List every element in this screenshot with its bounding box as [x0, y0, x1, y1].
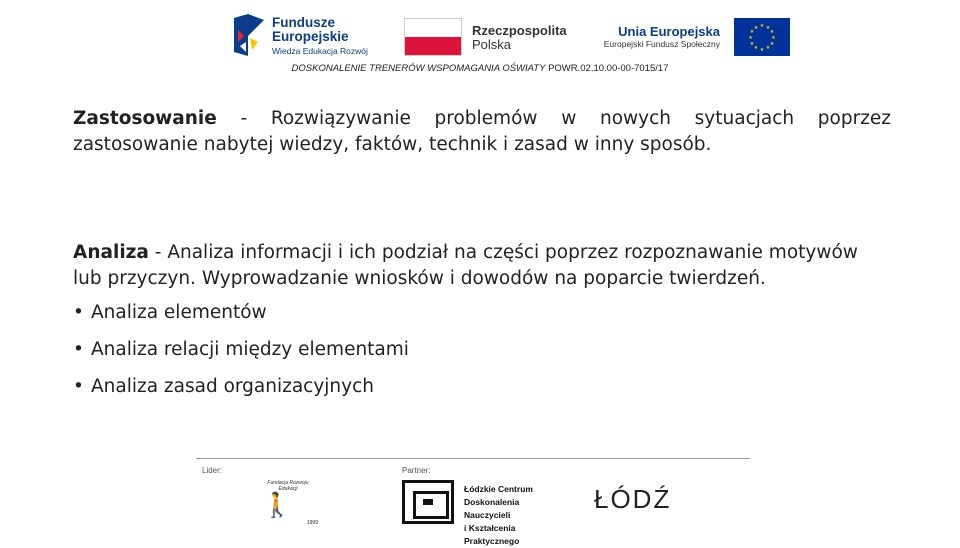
fundusze-europejskie-logo: [232, 12, 376, 60]
fe-logo-subtitle: Wiedza Edukacja Rozwój: [272, 46, 368, 56]
svg-text:★: ★: [759, 47, 765, 53]
ldzn-logo: [402, 480, 562, 546]
fe-logo-text: Fundusze Europejskie: [272, 15, 349, 44]
paragraph-analiza: [73, 240, 891, 292]
svg-text:★: ★: [759, 23, 765, 29]
bullet-list: [73, 300, 409, 411]
term-zastosowanie: Zastosowanie: [73, 108, 217, 129]
list-item: • Analiza elementów: [73, 300, 409, 337]
partner-label: Partner:: [402, 466, 431, 475]
svg-text:★: ★: [749, 41, 755, 47]
svg-text:★: ★: [749, 29, 755, 35]
term-analiza: Analiza: [73, 242, 149, 263]
fe-star-icon: [232, 12, 266, 58]
svg-text:★: ★: [771, 35, 776, 41]
list-item: • Analiza relacji między elementami: [73, 337, 409, 374]
list-item: • Analiza zasad organizacyjnych: [73, 374, 409, 411]
unia-europejska-logo: [600, 18, 790, 58]
svg-text:★: ★: [748, 35, 753, 41]
footer-partners: [196, 456, 750, 546]
eu-flag-icon: [734, 18, 790, 56]
bullet-icon: •: [73, 376, 84, 397]
paragraph-zastosowanie: [73, 106, 891, 158]
bullet-icon: •: [73, 339, 84, 360]
definition-analiza: - Analiza informacji i ich podział na części poprzez rozpoznawanie motywów lub przyczyn. Wyprowadzanie wniosków i dowodów na poparcie twierdzeń.: [73, 242, 858, 289]
svg-text:★: ★: [769, 41, 775, 47]
eu-logo-text: Unia Europejska Europejski Fundusz Społeczny: [603, 24, 720, 49]
polish-flag-icon: [404, 18, 462, 56]
svg-text:★: ★: [765, 25, 771, 31]
rp-logo-text: Rzeczpospolita Polska: [472, 23, 567, 52]
walking-figure-icon: 🚶: [262, 492, 292, 519]
project-caption: DOSKONALENIE TRENERÓW WSPOMAGANIA OŚWIATY POWR.02.10.00-00-7015/17: [291, 63, 669, 74]
ldzn-logo-text: Łódzkie Centrum Doskonalenia Nauczycieli i Kształcenia Praktycznego: [464, 484, 533, 546]
definition-zastosowanie: - Rozwiązywanie problemów w nowych sytuacjach poprzez zastosowanie nabytej wiedzy, faktów, technik i zasad w inny sposób.: [73, 108, 891, 155]
svg-text:★: ★: [769, 29, 775, 35]
lodz-city-logo: ŁÓDŹ: [594, 484, 672, 514]
footer-divider: [196, 458, 750, 459]
svg-text:★: ★: [765, 45, 771, 51]
lider-label: Lider:: [202, 466, 223, 475]
svg-text:★: ★: [753, 25, 759, 31]
rzeczpospolita-polska-logo: [404, 18, 574, 58]
lider-logo: Fundacja Rozwoju Edukacji 🚶 1999: [262, 480, 318, 526]
ldzn-square-icon: [402, 480, 454, 524]
header-logos: [0, 0, 960, 80]
bullet-icon: •: [73, 302, 84, 323]
svg-text:★: ★: [753, 45, 759, 51]
